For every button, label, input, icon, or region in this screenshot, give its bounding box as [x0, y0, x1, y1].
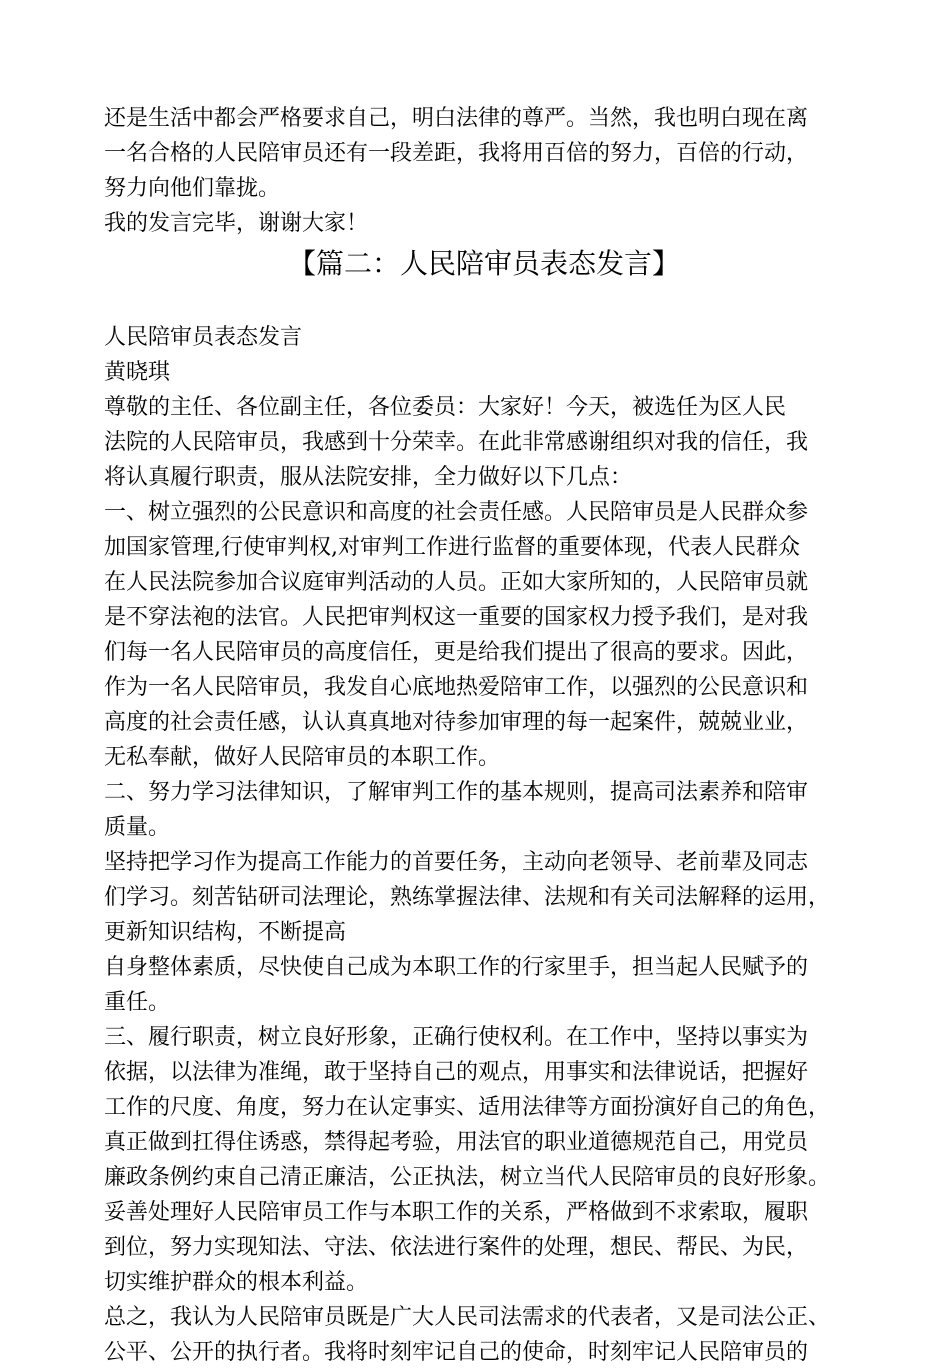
body-line: 工作的尺度、角度，努力在认定事实、适用法律等方面扮演好自己的角色，: [104, 1095, 831, 1120]
body-line: 廉政条例约束自己清正廉洁，公正执法，树立当代人民陪审员的良好形象。: [104, 1165, 831, 1190]
document-body: [104, 101, 864, 1370]
body-line: 质量。: [104, 815, 171, 840]
body-line: 切实维护群众的根本利益。: [104, 1270, 369, 1295]
body-line: 法院的人民陪审员，我感到十分荣幸。在此非常感谢组织对我的信任，我: [104, 430, 809, 455]
body-line: 加国家管理,行使审判权,对审判工作进行监督的重要体现，代表人民群众: [104, 535, 800, 560]
body-line: 高度的社会责任感，认认真真地对待参加审理的每一起案件，兢兢业业，: [104, 710, 809, 735]
body-line: 真正做到扛得住诱惑，禁得起考验，用法官的职业道德规范自己，用党员: [104, 1130, 809, 1155]
intro-line: 还是生活中都会严格要求自己，明白法律的尊严。当然，我也明白现在离: [104, 106, 809, 131]
body-line: 总之，我认为人民陪审员既是广大人民司法需求的代表者，又是司法公正、: [104, 1305, 831, 1330]
body-line: 无私奉献，做好人民陪审员的本职工作。: [104, 745, 501, 770]
body-line: 将认真履行职责，服从法院安排，全力做好以下几点：: [104, 465, 633, 490]
body-line: 在人民法院参加合议庭审判活动的人员。正如大家所知的，人民陪审员就: [104, 570, 809, 595]
body-line: 二、努力学习法律知识，了解审判工作的基本规则，提高司法素养和陪审: [104, 780, 809, 805]
body-line: 重任。: [104, 990, 171, 1015]
body-line: 妥善处理好人民陪审员工作与本职工作的关系，严格做到不求索取，履职: [104, 1200, 809, 1225]
body-line: 三、履行职责，树立良好形象，正确行使权利。在工作中，坚持以事实为: [104, 1025, 809, 1050]
body-line: 坚持把学习作为提高工作能力的首要任务，主动向老领导、老前辈及同志: [104, 850, 809, 875]
body-line: 一、树立强烈的公民意识和高度的社会责任感。人民陪审员是人民群众参: [104, 500, 809, 525]
body-line: 到位，努力实现知法、守法、依法进行案件的处理，想民、帮民、为民，: [104, 1235, 809, 1260]
speech-title: 人民陪审员表态发言: [104, 325, 303, 350]
intro-line: 努力向他们靠拢。: [104, 176, 281, 201]
body-line: 更新知识结构，不断提高: [104, 920, 347, 945]
body-line: 自身整体素质，尽快使自己成为本职工作的行家里手，担当起人民赋予的: [104, 955, 809, 980]
section-heading: 【篇二：人民陪审员表态发言】: [287, 247, 680, 280]
body-line: 是不穿法袍的法官。人民把审判权这一重要的国家权力授予我们，是对我: [104, 605, 809, 630]
intro-line: 我的发言完毕，谢谢大家！: [104, 211, 369, 236]
body-line: 作为一名人民陪审员，我发自心底地热爱陪审工作，以强烈的公民意识和: [104, 675, 809, 700]
intro-line: 一名合格的人民陪审员还有一段差距，我将用百倍的努力，百倍的行动，: [104, 141, 809, 166]
speaker-name: 黄晓琪: [104, 360, 171, 385]
body-line: 们学习。刻苦钻研司法理论，熟练掌握法律、法规和有关司法解释的运用，: [104, 885, 831, 910]
body-line: 公平、公开的执行者。我将时刻牢记自己的使命，时刻牢记人民陪审员的: [104, 1340, 809, 1365]
body-line: 们每一名人民陪审员的高度信任，更是给我们提出了很高的要求。因此，: [104, 640, 809, 665]
body-line: 依据，以法律为准绳，敢于坚持自己的观点，用事实和法律说话，把握好: [104, 1060, 809, 1085]
body-line: 尊敬的主任、各位副主任，各位委员：大家好！今天，被选任为区人民: [104, 395, 787, 420]
